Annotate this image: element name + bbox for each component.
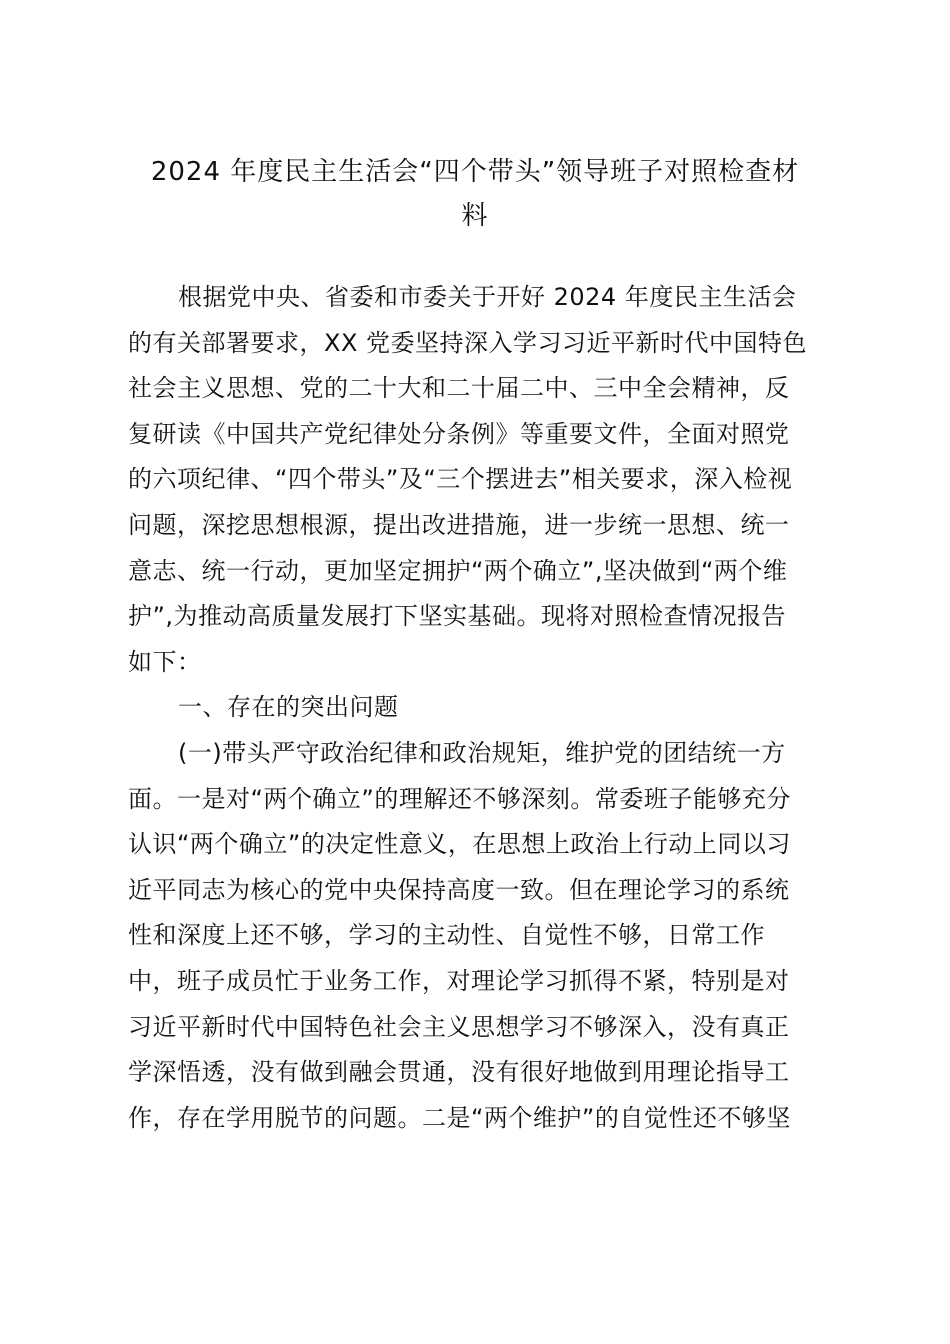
title-line: 料 [461,201,489,231]
paragraph-line: 如下： [128,647,202,676]
title-line: 2024 年度民主生活会“四个带头”领导班子对照检查材 [150,157,800,187]
paragraph-line: 认识“两个确立”的决定性意义，在思想上政治上行动上同以习 [128,830,791,859]
paragraph-line: 的有关部署要求，XX 党委坚持深入学习习近平新时代中国特色 [128,328,808,357]
section-heading: 一、存在的突出问题 [178,693,399,722]
paragraph-line: 面。一是对“两个确立”的理解还不够深刻。常委班子能够充分 [128,784,791,813]
paragraph-line: (一)带头严守政治纪律和政治规矩，维护党的团结统一方 [178,738,786,767]
document-body [128,275,822,1141]
paragraph-line: 根据党中央、省委和市委关于开好 2024 年度民主生活会 [178,283,797,311]
paragraph-line: 复研读《中国共产党纪律处分条例》等重要文件，全面对照党 [128,419,790,448]
paragraph-line: 问题，深挖思想根源，提出改进措施，进一步统一思想、统一 [128,510,790,539]
paragraph-line: 作，存在学用脱节的问题。二是“两个维护”的自觉性还不够坚 [128,1103,791,1132]
paragraph-line: 学深悟透，没有做到融会贯通，没有很好地做到用理论指导工 [128,1058,790,1087]
paragraph-line: 护”,为推动高质量发展打下坚实基础。现将对照检查情况报告 [128,602,787,631]
paragraph-line: 性和深度上还不够，学习的主动性、自觉性不够，日常工作 [128,921,765,950]
paragraph-line: 的六项纪律、“四个带头”及“三个摆进去”相关要求，深入检视 [128,465,793,494]
document-title [128,150,822,238]
paragraph-line: 习近平新时代中国特色社会主义思想学习不够深入，没有真正 [128,1012,790,1041]
paragraph-line: 社会主义思想、党的二十大和二十届二中、三中全会精神，反 [128,374,790,403]
paragraph-line: 近平同志为核心的党中央保持高度一致。但在理论学习的系统 [128,875,790,904]
paragraph-line: 意志、统一行动，更加坚定拥护“两个确立”,坚决做到“两个维 [128,556,788,585]
paragraph-line: 中，班子成员忙于业务工作，对理论学习抓得不紧，特别是对 [128,966,790,995]
